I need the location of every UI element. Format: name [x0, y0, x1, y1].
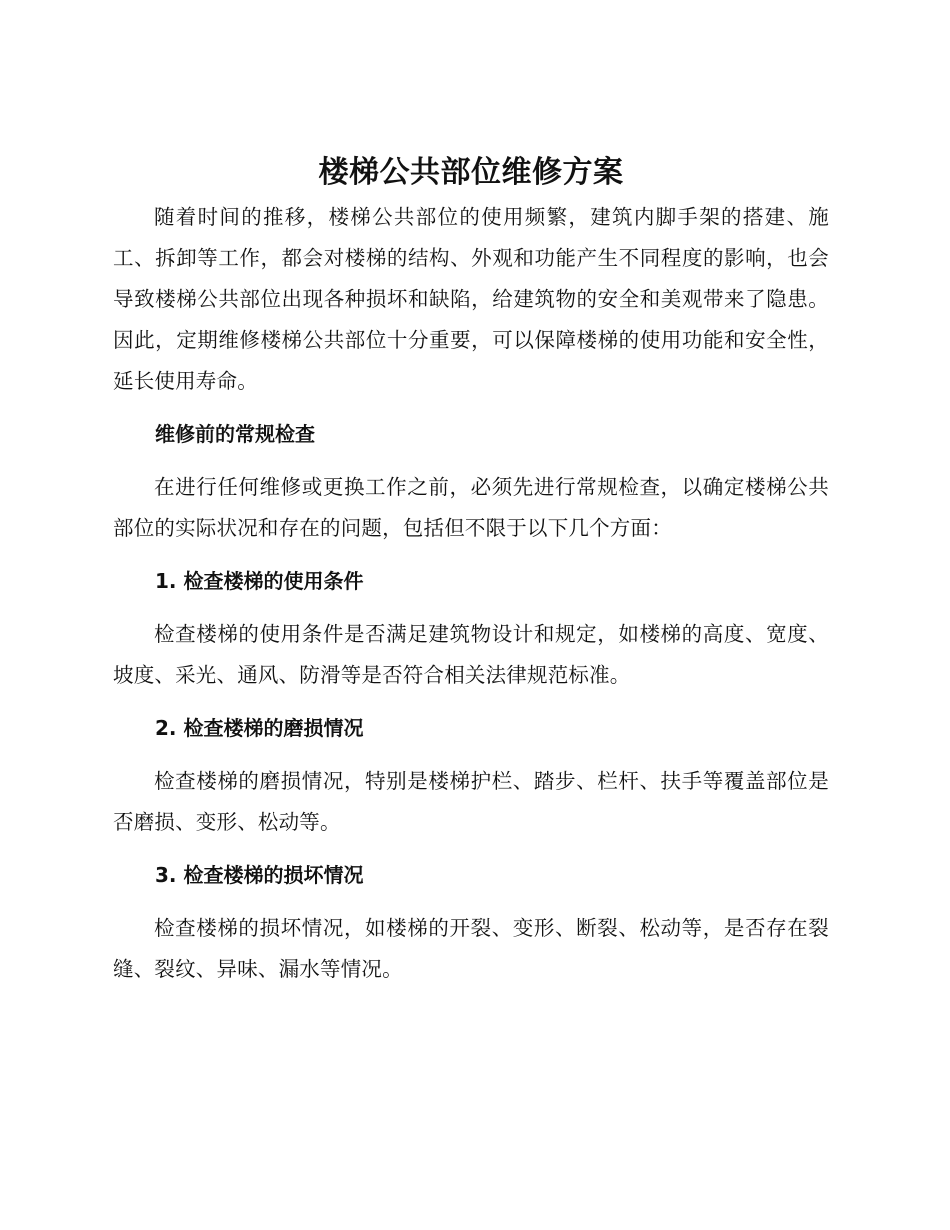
item-paragraph-3: 检查楼梯的损坏情况，如楼梯的开裂、变形、断裂、松动等，是否存在裂缝、裂纹、异味、漏水等情况。: [113, 916, 829, 981]
spacer: [113, 602, 829, 614]
document-page: [113, 150, 829, 990]
spacer: [113, 749, 829, 761]
spacer: [113, 843, 829, 855]
item-heading-2: 2. 检查楼梯的磨损情况: [155, 716, 364, 740]
intro-paragraph: 随着时间的推移，楼梯公共部位的使用频繁，建筑内脚手架的搭建、施工、拆卸等工作，都会对楼梯的结构、外观和功能产生不同程度的影响，也会导致楼梯公共部位出现各种损坏和缺陷，给建筑物的安全和美观带来了隐患。因此，定期维修楼梯公共部位十分重要，可以保障楼梯的使用功能和安全性，延长使用寿命。: [113, 205, 829, 393]
spacer: [113, 455, 829, 467]
section-heading: 维修前的常规检查: [155, 422, 315, 446]
spacer: [113, 549, 829, 561]
item-paragraph-1: 检查楼梯的使用条件是否满足建筑物设计和规定，如楼梯的高度、宽度、坡度、采光、通风、防滑等是否符合相关法律规范标准。: [113, 622, 829, 687]
document-title: 楼梯公共部位维修方案: [318, 155, 624, 190]
item-paragraph-2: 检查楼梯的磨损情况，特别是楼梯护栏、踏步、栏杆、扶手等覆盖部位是否磨损、变形、松动等。: [113, 769, 829, 834]
item-heading-3: 3. 检查楼梯的损坏情况: [155, 863, 364, 887]
spacer: [113, 402, 829, 414]
section-paragraph: 在进行任何维修或更换工作之前，必须先进行常规检查，以确定楼梯公共部位的实际状况和存在的问题，包括但不限于以下几个方面：: [113, 475, 829, 540]
spacer: [113, 696, 829, 708]
item-heading-1: 1. 检查楼梯的使用条件: [155, 569, 364, 593]
spacer: [113, 896, 829, 908]
